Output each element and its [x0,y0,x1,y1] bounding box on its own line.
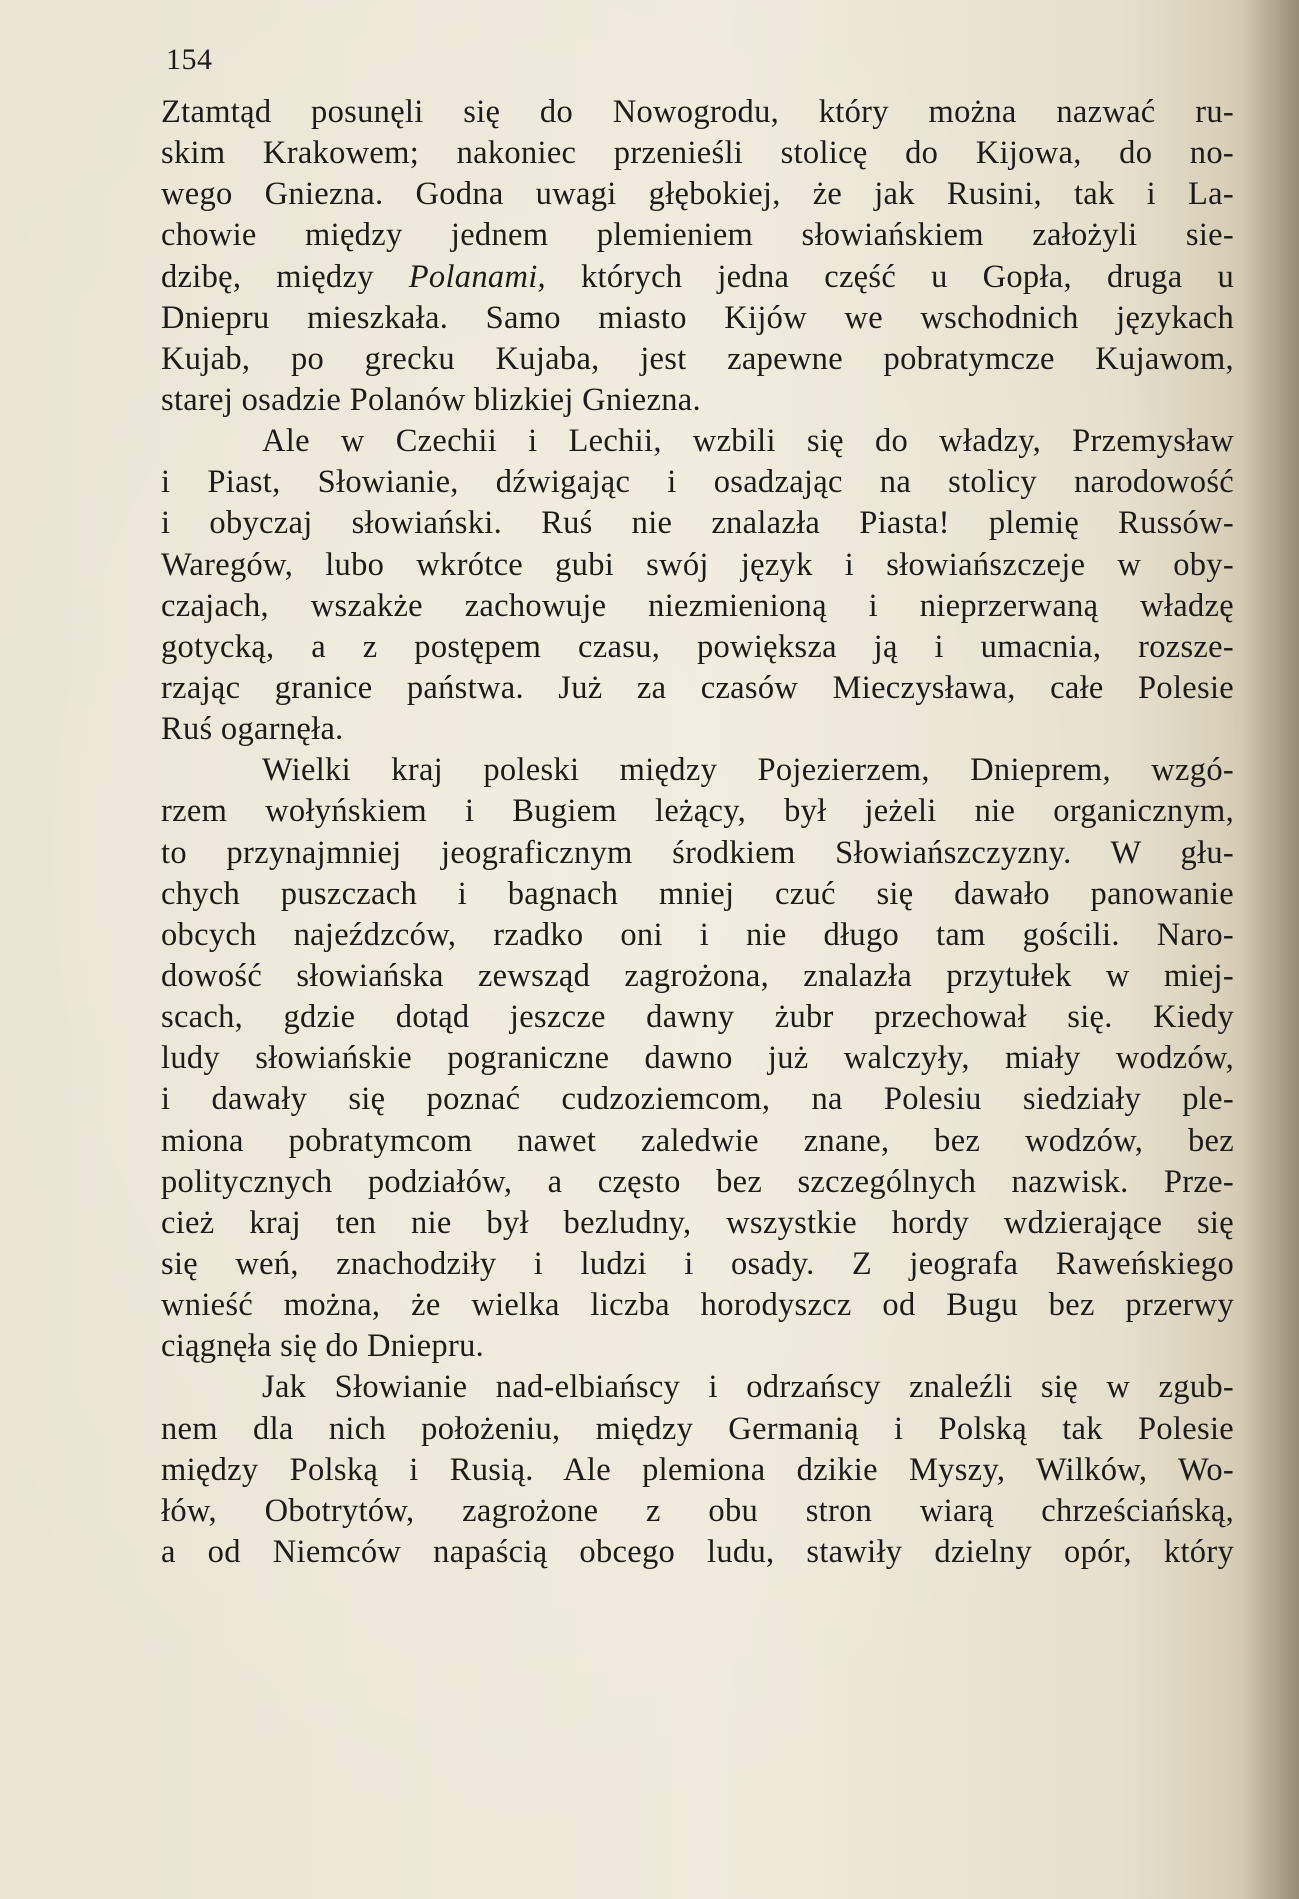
text-line: starej osadzie Polanów blizkiej Gniezna. [161,381,701,418]
text-line: ludy słowiańskie pograniczne dawno już walczyły, miały wodzów, [161,1040,1234,1077]
text-line: ciągnęła się do Dniepru. [161,1328,485,1365]
text-line: rzając granice państwa. Już za czasów Mieczysława, całe Polesie [161,669,1234,706]
text-line: Jak Słowianie nad-elbiańscy i odrzańscy znaleźli się w zgub- [262,1369,1234,1406]
text-line: Kujab, po grecku Kujaba, jest zapewne pobratymcze Kujawom, [161,340,1234,377]
text-line: nem dla nich położeniu, między Germanią i Polską tak Polesie [161,1410,1234,1447]
text-line: a od Niemców napaścią obcego ludu, stawiły dzielny opór, który [161,1533,1234,1570]
text-line: i dawały się poznać cudzoziemcom, na Polesiu siedziały ple- [161,1081,1234,1118]
text-line: się weń, znachodziły i ludzi i osady. Z jeografa Raweńskiego [161,1245,1234,1282]
text-line-part: których jedna część u Gopła, druga u [545,258,1234,295]
text-line: Ruś ogarnęła. [161,711,344,748]
italic-term: Polanami, [408,258,546,295]
text-line: gotycką, a z postępem czasu, powiększa ją i umacnia, rozsze- [161,628,1234,665]
text-line: obcych najeźdzców, rzadko oni i nie długo tam gościli. Naro- [161,916,1234,953]
text-line: czajach, wszakże zachowuje niezmienioną i nieprzerwaną władzę [161,587,1234,624]
page-edge-shadow [1241,0,1299,1899]
text-line: Dniepru mieszkała. Samo miasto Kijów we wschodnich językach [161,299,1234,336]
text-line: chych puszczach i bagnach mniej czuć się dawało panowanie [161,875,1234,912]
text-line: rzem wołyńskiem i Bugiem leżący, był jeżeli nie organicznym, [161,793,1234,830]
text-line: Ale w Czechii i Lechii, wzbili się do władzy, Przemysław [262,423,1234,460]
text-line: dowość słowiańska zewsząd zagrożona, znalazła przytułek w miej- [161,957,1234,994]
page-number: 154 [166,43,213,76]
text-line: politycznych podziałów, a często bez szczególnych nazwisk. Prze- [161,1163,1234,1200]
text-line: chowie między jednem plemieniem słowiańskiem założyli sie- [161,217,1234,254]
text-line: wego Gniezna. Godna uwagi głębokiej, że jak Rusini, tak i La- [161,176,1234,213]
text-line: i obyczaj słowiański. Ruś nie znalazła Piasta! plemię Russów- [161,505,1234,542]
text-line: Ztamtąd posunęli się do Nowogrodu, który można nazwać ru- [161,94,1234,130]
text-line: scach, gdzie dotąd jeszcze dawny żubr przechował się. Kiedy [161,999,1234,1036]
text-line: między Polską i Rusią. Ale plemiona dzikie Myszy, Wilków, Wo- [161,1451,1234,1488]
text-line [161,257,1234,298]
text-line: wnieść można, że wielka liczba horodyszcz od Bugu bez przerwy [161,1287,1234,1324]
text-line: Waregów, lubo wkrótce gubi swój język i słowiańszczeje w oby- [161,546,1234,583]
text-line: Wielki kraj poleski między Pojezierzem, Dnieprem, wzgó- [262,752,1234,789]
body-text [161,92,1234,1573]
text-line: miona pobratymcom nawet zaledwie znane, bez wodzów, bez [161,1122,1234,1159]
text-line: cież kraj ten nie był bezludny, wszystkie hordy wdzierające się [161,1204,1234,1241]
text-line-part: dzibę, między [161,258,409,295]
text-line: łów, Obotrytów, zagrożone z obu stron wiarą chrześciańską, [161,1492,1234,1529]
text-line: i Piast, Słowianie, dźwigając i osadzając na stolicy narodowość [161,464,1234,501]
text-line: to przynajmniej jeograficznym środkiem Słowiańszczyzny. W głu- [161,834,1234,871]
text-line: skim Krakowem; nakoniec przenieśli stolicę do Kijowa, do no- [161,135,1234,172]
